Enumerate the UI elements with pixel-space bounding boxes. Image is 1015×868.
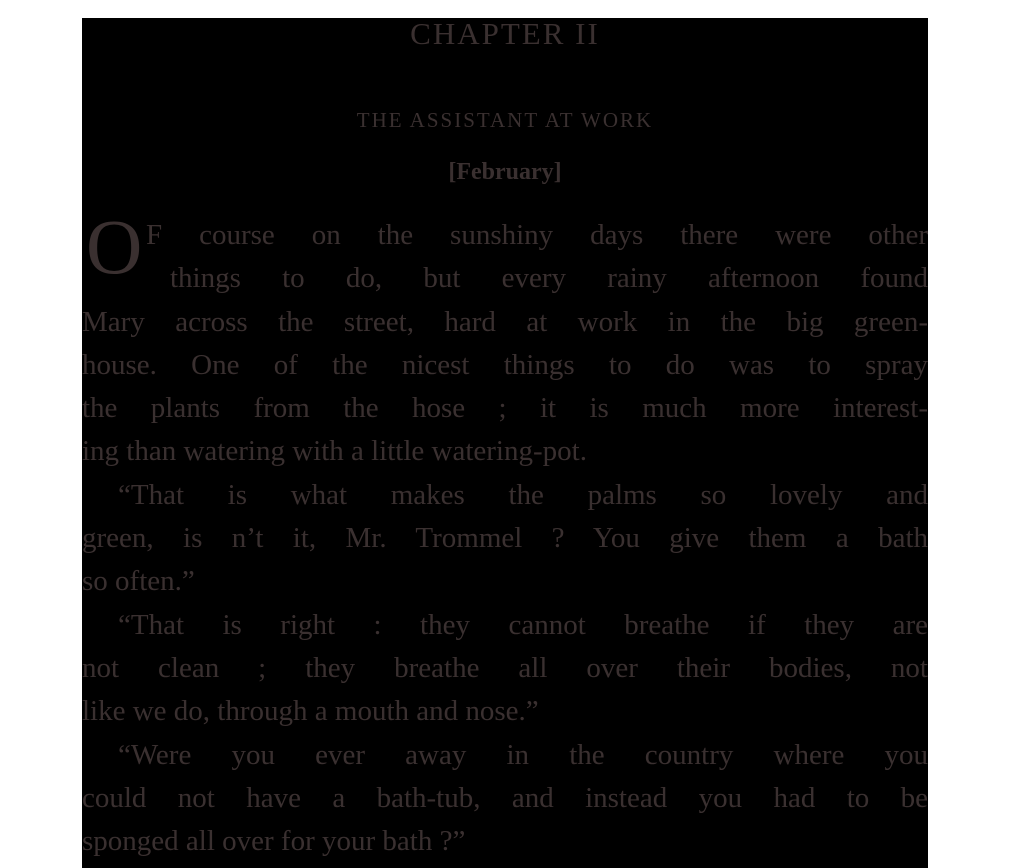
text-line: could not have a bath-tub, and instead you had to be <box>82 781 928 814</box>
book-page <box>82 18 928 868</box>
date-label: [February] <box>448 159 562 185</box>
text-line: like we do, through a mouth and nose.” <box>82 695 539 728</box>
text-line: “That is what makes the palms so lovely and <box>118 478 928 511</box>
text-line: the plants from the hose ; it is much more interest- <box>82 392 928 425</box>
text-line: Mary across the street, hard at work in the big green- <box>82 305 928 338</box>
text-line: house. One of the nicest things to do was to spray <box>82 348 928 381</box>
text-line: green, is n’t it, Mr. Trommel ? You give them a bath <box>82 522 928 555</box>
text-line: “That is right : they cannot breathe if they are <box>118 608 928 641</box>
text-line: “Were you ever away in the country where you <box>118 738 928 771</box>
text-line: not clean ; they breathe all over their bodies, not <box>82 651 928 684</box>
drop-cap: O <box>86 203 143 290</box>
section-title: THE ASSISTANT AT WORK <box>356 108 654 132</box>
text-line: sponged all over for your bath ?” <box>82 825 466 858</box>
text-line: so often.” <box>82 565 195 598</box>
body-text <box>82 203 928 863</box>
text-line: things to do, but every rainy afternoon found <box>170 262 928 295</box>
chapter-heading: CHAPTER II <box>410 18 600 51</box>
text-line: ing than watering with a little watering-pot. <box>82 435 587 468</box>
text-line: F course on the sunshiny days there were other <box>146 219 928 251</box>
